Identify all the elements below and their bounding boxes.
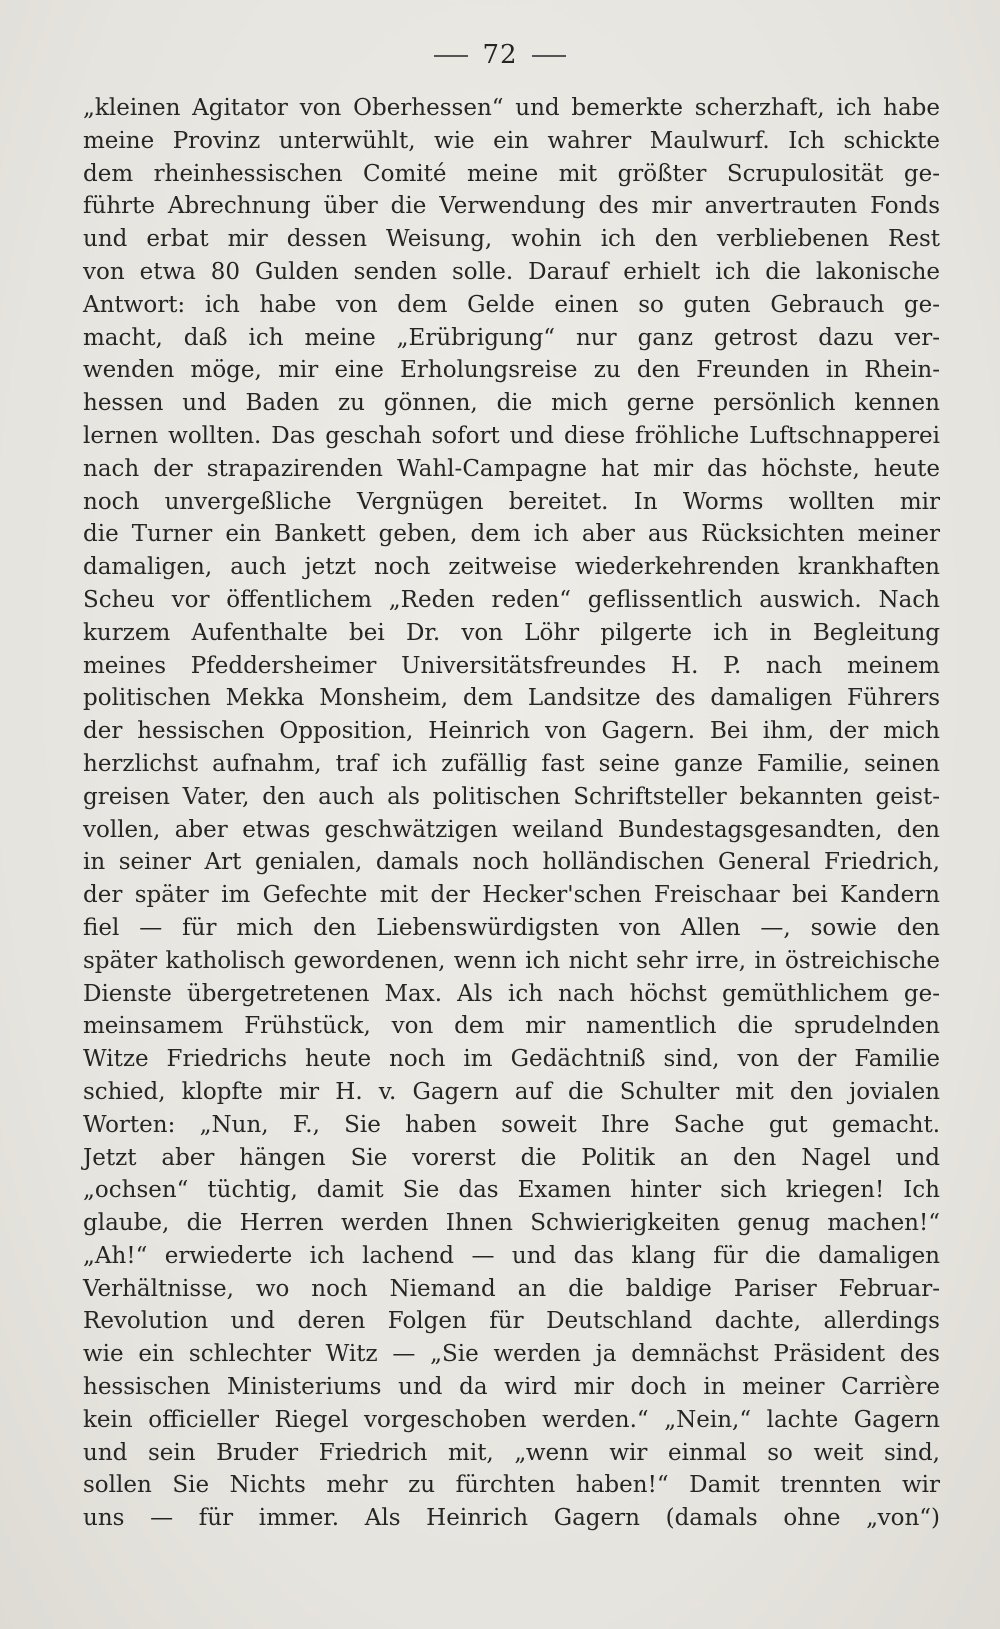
text-line: Worten: „Nun, F., Sie haben soweit Ihre Sache gut gemacht. bbox=[83, 1111, 940, 1138]
text-line: und sein Bruder Friedrich mit, „wenn wir einmal so weit sind, bbox=[83, 1439, 940, 1466]
text-line: herzlichst aufnahm, traf ich zufällig fast seine ganze Familie, seinen bbox=[83, 750, 940, 777]
text-line: nach der strapazirenden Wahl-Campagne hat mir das höchste, heute bbox=[83, 455, 940, 482]
text-line: der hessischen Opposition, Heinrich von Gagern. Bei ihm, der mich bbox=[83, 718, 940, 745]
decorative-dash-right bbox=[532, 55, 566, 57]
text-line: damaligen, auch jetzt noch zeitweise wiederkehrenden krankhaften bbox=[83, 554, 940, 581]
text-line: fiel — für mich den Liebenswürdigsten von Allen —, sowie den bbox=[83, 914, 940, 941]
text-line: hessischen Ministeriums und da wird mir doch in meiner Carrière bbox=[83, 1374, 940, 1401]
text-line: und erbat mir dessen Weisung, wohin ich den verbliebenen Rest bbox=[83, 226, 940, 253]
text-line: Witze Friedrichs heute noch im Gedächtniß sind, von der Familie bbox=[83, 1046, 940, 1073]
text-line: „ochsen“ tüchtig, damit Sie das Examen hinter sich kriegen! Ich bbox=[83, 1177, 940, 1204]
text-line: die Turner ein Bankett geben, dem ich aber aus Rücksichten meiner bbox=[83, 521, 940, 548]
text-line: meinsamem Frühstück, von dem mir namentlich die sprudelnden bbox=[83, 1013, 940, 1040]
text-line: der später im Gefechte mit der Hecker'schen Freischaar bei Kandern bbox=[83, 882, 940, 909]
decorative-dash-left bbox=[434, 55, 468, 57]
text-line: Verhältnisse, wo noch Niemand an die baldige Pariser Februar- bbox=[83, 1275, 940, 1302]
text-line: sollen Sie Nichts mehr zu fürchten haben!“ Damit trennten wir bbox=[83, 1472, 940, 1499]
text-line: wie ein schlechter Witz — „Sie werden ja demnächst Präsident des bbox=[83, 1341, 940, 1368]
text-line: Dienste übergetretenen Max. Als ich nach höchst gemüthlichem ge- bbox=[83, 980, 940, 1007]
text-line: von etwa 80 Gulden senden solle. Darauf erhielt ich die lakonische bbox=[83, 258, 940, 285]
text-line: noch unvergeßliche Vergnügen bereitet. In Worms wollten mir bbox=[83, 488, 940, 515]
text-line: Antwort: ich habe von dem Gelde einen so guten Gebrauch ge- bbox=[83, 291, 940, 318]
text-line: uns — für immer. Als Heinrich Gagern (damals ohne „von“) bbox=[83, 1505, 940, 1532]
text-line: Revolution und deren Folgen für Deutschland dachte, allerdings bbox=[83, 1308, 940, 1335]
text-line: greisen Vater, den auch als politischen Schriftsteller bekannten geist- bbox=[83, 783, 940, 810]
text-line: lernen wollten. Das geschah sofort und diese fröhliche Luftschnapperei bbox=[83, 422, 940, 449]
text-line: meines Pfeddersheimer Universitätsfreundes H. P. nach meinem bbox=[83, 652, 940, 679]
page-number-header bbox=[0, 40, 1000, 70]
text-line: dem rheinhessischen Comité meine mit größter Scrupulosität ge- bbox=[83, 160, 940, 187]
text-line: kein officieller Riegel vorgeschoben werden.“ „Nein,“ lachte Gagern bbox=[83, 1406, 940, 1433]
body-text bbox=[83, 92, 940, 1535]
text-line: politischen Mekka Monsheim, dem Landsitze des damaligen Führers bbox=[83, 685, 940, 712]
text-line: macht, daß ich meine „Erübrigung“ nur ganz getrost dazu ver- bbox=[83, 324, 940, 351]
text-line: glaube, die Herren werden Ihnen Schwierigkeiten genug machen!“ bbox=[83, 1210, 940, 1237]
text-line: später katholisch gewordenen, wenn ich nicht sehr irre, in östreichische bbox=[83, 947, 940, 974]
text-line: in seiner Art genialen, damals noch holländischen General Friedrich, bbox=[83, 849, 940, 876]
text-line: Jetzt aber hängen Sie vorerst die Politik an den Nagel und bbox=[83, 1144, 940, 1171]
text-line: hessen und Baden zu gönnen, die mich gerne persönlich kennen bbox=[83, 390, 940, 417]
text-line: wenden möge, mir eine Erholungsreise zu den Freunden in Rhein- bbox=[83, 357, 940, 384]
text-line: führte Abrechnung über die Verwendung des mir anvertrauten Fonds bbox=[83, 193, 940, 220]
page-number: 72 bbox=[482, 40, 518, 70]
text-line: „kleinen Agitator von Oberhessen“ und bemerkte scherzhaft, ich habe bbox=[83, 95, 940, 121]
text-line: meine Provinz unterwühlt, wie ein wahrer Maulwurf. Ich schickte bbox=[83, 127, 940, 154]
text-line: vollen, aber etwas geschwätzigen weiland Bundestagsgesandten, den bbox=[83, 816, 940, 843]
text-line: „Ah!“ erwiederte ich lachend — und das klang für die damaligen bbox=[83, 1242, 940, 1269]
text-line: schied, klopfte mir H. v. Gagern auf die Schulter mit den jovialen bbox=[83, 1078, 940, 1105]
text-line: kurzem Aufenthalte bei Dr. von Löhr pilgerte ich in Begleitung bbox=[83, 619, 940, 646]
text-line: Scheu vor öffentlichem „Reden reden“ geflissentlich auswich. Nach bbox=[83, 586, 940, 613]
